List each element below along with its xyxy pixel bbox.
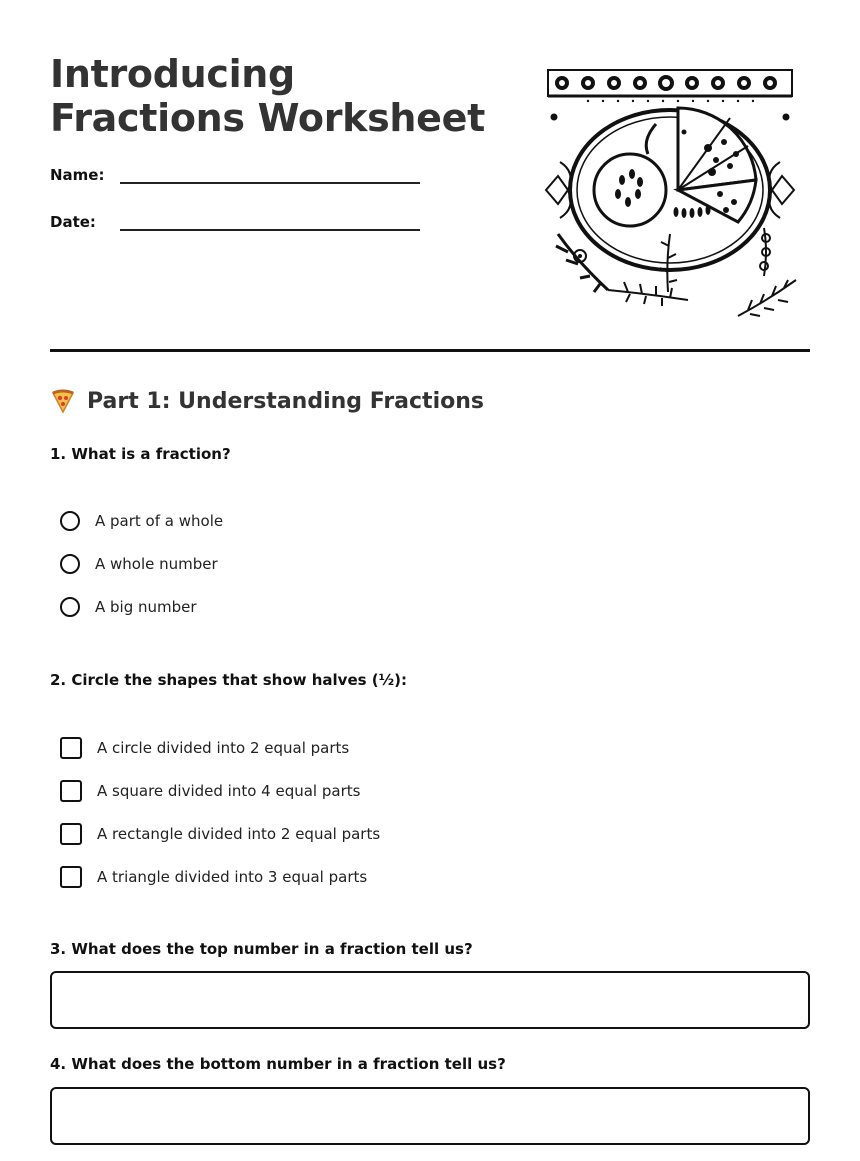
pizza-illustration bbox=[538, 62, 800, 324]
date-line[interactable] bbox=[120, 215, 420, 231]
q2-option-1[interactable] bbox=[60, 737, 349, 759]
q3-answer-box[interactable] bbox=[50, 971, 810, 1029]
q2-option-4-label: A triangle divided into 3 equal parts bbox=[97, 868, 368, 886]
part1-heading bbox=[50, 388, 484, 414]
part1-title: Part 1: Understanding Fractions bbox=[87, 388, 484, 414]
q1-option-2-label: A whole number bbox=[95, 555, 218, 573]
q4-answer-box[interactable] bbox=[50, 1087, 810, 1145]
checkbox[interactable] bbox=[60, 866, 82, 888]
name-field-row bbox=[50, 166, 420, 184]
pizza-icon bbox=[50, 388, 76, 414]
radio-button[interactable] bbox=[60, 511, 80, 531]
q1-option-1[interactable] bbox=[60, 511, 223, 531]
name-line[interactable] bbox=[120, 168, 420, 184]
worksheet-title: Introducing Fractions Worksheet bbox=[50, 52, 485, 140]
q2-option-1-label: A circle divided into 2 equal parts bbox=[97, 739, 350, 757]
header-divider bbox=[50, 349, 810, 352]
checkbox[interactable] bbox=[60, 737, 82, 759]
checkbox[interactable] bbox=[60, 823, 82, 845]
q4-text: 4. What does the bottom number in a fraction tell us? bbox=[50, 1055, 506, 1073]
q2-option-2-label: A square divided into 4 equal parts bbox=[97, 782, 361, 800]
q2-text: 2. Circle the shapes that show halves (½): bbox=[50, 671, 408, 689]
radio-button[interactable] bbox=[60, 554, 80, 574]
q1-option-1-label: A part of a whole bbox=[95, 512, 224, 530]
q1-option-3[interactable] bbox=[60, 597, 197, 617]
checkbox[interactable] bbox=[60, 780, 82, 802]
q2-option-3-label: A rectangle divided into 2 equal parts bbox=[97, 825, 381, 843]
date-label: Date: bbox=[50, 213, 96, 231]
radio-button[interactable] bbox=[60, 597, 80, 617]
q2-option-4[interactable] bbox=[60, 866, 367, 888]
q1-option-3-label: A big number bbox=[95, 598, 197, 616]
date-field-row bbox=[50, 213, 420, 231]
q1-text: 1. What is a fraction? bbox=[50, 445, 231, 463]
q2-option-3[interactable] bbox=[60, 823, 380, 845]
q1-option-2[interactable] bbox=[60, 554, 218, 574]
name-label: Name: bbox=[50, 166, 105, 184]
q3-text: 3. What does the top number in a fraction tell us? bbox=[50, 940, 473, 958]
q2-option-2[interactable] bbox=[60, 780, 360, 802]
